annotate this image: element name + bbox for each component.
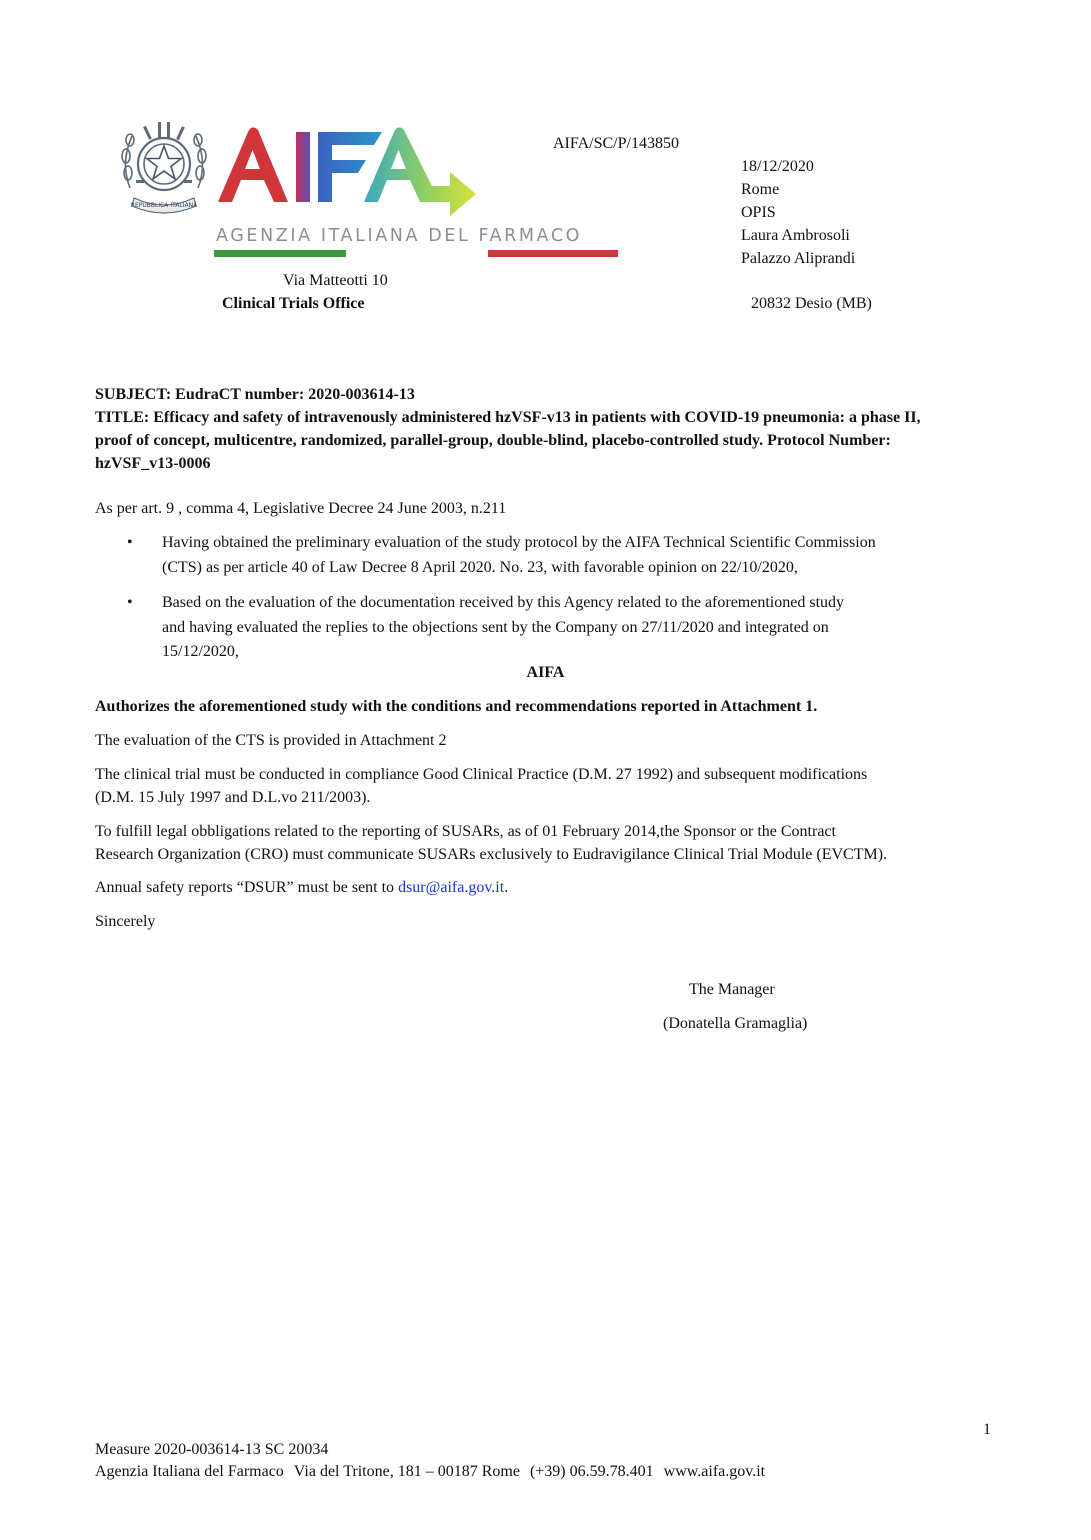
footer-agency: Agenzia Italiana del Farmaco: [95, 1463, 284, 1480]
footer-website[interactable]: www.aifa.gov.it: [663, 1463, 766, 1480]
paragraph-line: To fulfill legal obbligations related to the reporting of SUSARs, as of 01 February 2014,the Sponsor or the Contract: [95, 823, 836, 840]
recipient-person: Laura Ambrosoli: [741, 227, 850, 244]
authorization-statement: Authorizes the aforementioned study with the conditions and recommendations reported in Attachment 1.: [95, 698, 818, 715]
footer-measure: Measure 2020-003614-13 SC 20034: [95, 1441, 329, 1458]
recipient-company: OPIS: [741, 204, 776, 221]
recipient-city: 20832 Desio (MB): [751, 295, 872, 312]
bullet-item: [162, 530, 992, 580]
aifa-heading: AIFA: [526, 664, 565, 681]
signatory-role: The Manager: [689, 981, 775, 998]
cts-evaluation: The evaluation of the CTS is provided in Attachment 2: [95, 732, 447, 749]
sender-office: Clinical Trials Office: [222, 295, 365, 312]
letter-city: Rome: [741, 181, 780, 198]
bullet-line: (CTS) as per article 40 of Law Decree 8 April 2020. No. 23, with favorable opinion on 22/10/2020,: [162, 559, 798, 576]
page-number: 1: [983, 1421, 991, 1438]
sender-address: Via Matteotti 10: [283, 272, 388, 289]
bullet-marker: •: [127, 534, 133, 551]
tagline-red-bar: [488, 250, 618, 257]
title-line: hzVSF_v13-0006: [95, 455, 211, 472]
title-line: proof of concept, multicentre, randomized, parallel-group, double-blind, placebo-controlled study. Protocol Number:: [95, 432, 891, 449]
footer-address: Via del Tritone, 181 – 00187 Rome: [293, 1463, 520, 1480]
gcp-paragraph: [95, 763, 1005, 809]
dsur-period: .: [504, 879, 509, 896]
bullet-line: Based on the evaluation of the documentation received by this Agency related to the aforementioned study: [162, 594, 845, 611]
bullet-line: and having evaluated the replies to the objections sent by the Company on 27/11/2020 and integrated on: [162, 619, 829, 636]
recipient-block: [741, 155, 855, 270]
aifa-logo: [118, 118, 583, 263]
bullet-marker: •: [127, 594, 133, 611]
aifa-tagline: AGENZIA ITALIANA DEL FARMACO: [216, 226, 583, 246]
susar-paragraph: [95, 820, 1005, 866]
dsur-text: Annual safety reports “DSUR” must be sent to: [95, 879, 399, 896]
subject-line: SUBJECT: EudraCT number: 2020-003614-13: [95, 386, 415, 403]
dsur-paragraph: [95, 876, 508, 899]
bullet-item: [162, 590, 992, 663]
protocol-reference: AIFA/SC/P/143850: [553, 135, 679, 152]
footer-phone: (+39) 06.59.78.401: [529, 1463, 654, 1480]
dsur-email-link[interactable]: dsur@aifa.gov.it: [398, 879, 505, 896]
paragraph-line: Research Organization (CRO) must communicate SUSARs exclusively to Eudravigilance Clinical Trial Module (EVCTM).: [95, 846, 888, 863]
tagline-green-bar: [214, 250, 346, 257]
italian-republic-emblem-icon: [118, 118, 210, 218]
bullet-line: Having obtained the preliminary evaluation of the study protocol by the AIFA Technical Scientific Commission: [162, 534, 876, 551]
signatory-name: (Donatella Gramaglia): [663, 1015, 808, 1032]
recipient-building: Palazzo Aliprandi: [741, 250, 856, 267]
bullet-line: 15/12/2020,: [162, 643, 239, 660]
paragraph-line: The clinical trial must be conducted in compliance Good Clinical Practice (D.M. 27 1992) and subsequent modifications: [95, 766, 868, 783]
paragraph-line: (D.M. 15 July 1997 and D.L.vo 211/2003).: [95, 789, 371, 806]
emblem-ribbon-text: REPUBBLICA ITALIANA: [130, 202, 198, 209]
legal-basis: As per art. 9 , comma 4, Legislative Decree 24 June 2003, n.211: [95, 500, 507, 517]
aifa-wordmark: [214, 120, 583, 260]
footer-contact: [95, 1460, 765, 1483]
letter-date: 18/12/2020: [741, 158, 814, 175]
closing: Sincerely: [95, 913, 156, 930]
title-line: TITLE: Efficacy and safety of intravenously administered hzVSF-v13 in patients with COVID-19 pneumonia: a phase II,: [95, 409, 921, 426]
